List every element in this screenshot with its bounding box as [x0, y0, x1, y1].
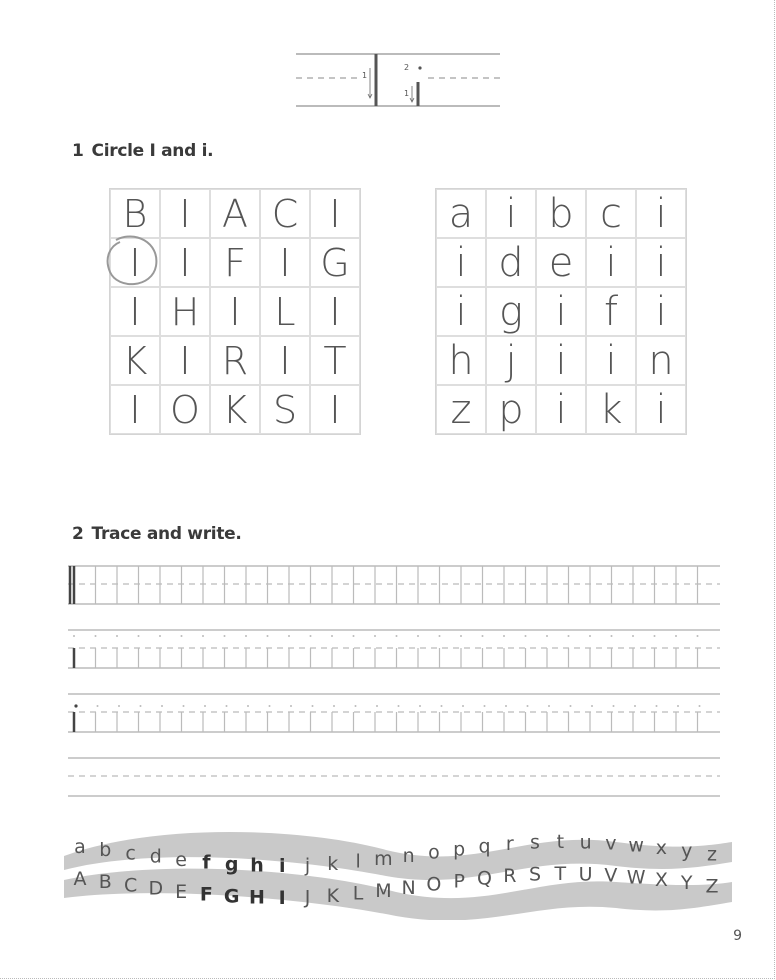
grid-cell[interactable]: i	[536, 336, 586, 385]
alphabet-letter: F	[199, 883, 213, 906]
lower-step-number-1: 1	[404, 89, 410, 98]
alphabet-letter: f	[202, 851, 211, 874]
alphabet-letter: X	[654, 869, 668, 891]
grid-cell[interactable]: F	[210, 238, 260, 287]
alphabet-letter: q	[478, 835, 491, 858]
grid-cell[interactable]: L	[260, 287, 310, 336]
alphabet-letter: h	[250, 854, 264, 877]
grid-cell[interactable]: I	[210, 287, 260, 336]
grid-cell[interactable]: I	[260, 238, 310, 287]
lowercase-letter-grid	[435, 188, 687, 435]
grid-cell[interactable]: K	[110, 336, 160, 385]
grid-cell[interactable]: g	[486, 287, 536, 336]
grid-cell[interactable]: i	[536, 385, 586, 434]
grid-cell[interactable]: a	[436, 189, 486, 238]
grid-cell[interactable]: i	[436, 238, 486, 287]
tracing-area	[68, 560, 728, 810]
alphabet-letter: x	[655, 837, 668, 859]
alphabet-letter: k	[327, 852, 339, 875]
alphabet-letter: m	[374, 847, 393, 870]
grid-cell[interactable]: B	[110, 189, 160, 238]
grid-cell[interactable]: I	[110, 385, 160, 434]
alphabet-letter: V	[604, 864, 618, 887]
alphabet-letter: C	[123, 874, 138, 897]
grid-cell[interactable]: T	[310, 336, 360, 385]
alphabet-letter: g	[224, 853, 239, 876]
grid-cell[interactable]: I	[310, 287, 360, 336]
alphabet-letter: R	[503, 865, 517, 888]
section-2-heading	[72, 524, 242, 544]
section-2-instruction: Trace and write.	[91, 524, 242, 544]
alphabet-letter: P	[453, 870, 465, 893]
stroke-order-demo	[290, 48, 505, 112]
alphabet-letter: b	[99, 839, 112, 862]
grid-cell[interactable]: d	[486, 238, 536, 287]
grid-cell[interactable]: i	[636, 287, 686, 336]
grid-cell[interactable]: i	[536, 287, 586, 336]
alphabet-letter: A	[73, 868, 87, 891]
grid-cell[interactable]: C	[260, 189, 310, 238]
grid-cell[interactable]: I	[310, 189, 360, 238]
grid-cell[interactable]: I	[310, 385, 360, 434]
grid-cell[interactable]: f	[586, 287, 636, 336]
grid-cell[interactable]: O	[160, 385, 210, 434]
alphabet-letter: c	[125, 842, 136, 865]
section-1-heading	[72, 141, 213, 161]
writing-row[interactable]	[68, 758, 720, 796]
alphabet-letter: G	[223, 885, 240, 908]
alphabet-letter: K	[326, 884, 340, 907]
alphabet-letter: v	[605, 832, 617, 855]
alphabet-letter: t	[556, 831, 565, 853]
alphabet-letter: B	[98, 871, 112, 894]
alphabet-strip	[56, 820, 740, 920]
alphabet-letter: s	[530, 831, 540, 854]
page-number: 9	[733, 928, 742, 944]
upper-step-number: 1	[362, 71, 368, 80]
grid-cell[interactable]: S	[260, 385, 310, 434]
alphabet-letter: S	[528, 863, 542, 886]
alphabet-letter: M	[375, 879, 392, 902]
alphabet-letter: p	[453, 838, 466, 861]
alphabet-letter: Z	[705, 875, 719, 898]
grid-cell[interactable]: I	[260, 336, 310, 385]
alphabet-letter: E	[175, 880, 188, 903]
grid-cell[interactable]: b	[536, 189, 586, 238]
alphabet-letter: y	[681, 840, 693, 863]
alphabet-letter: o	[428, 841, 440, 864]
alphabet-letter: W	[626, 866, 646, 889]
alphabet-letter: D	[148, 877, 164, 900]
alphabet-letter: U	[578, 863, 593, 886]
grid-cell[interactable]: i	[586, 336, 636, 385]
alphabet-letter: n	[402, 844, 415, 867]
grid-cell[interactable]: p	[486, 385, 536, 434]
alphabet-letter: Y	[680, 872, 693, 895]
alphabet-letter: I	[278, 887, 286, 909]
alphabet-letter: i	[278, 855, 286, 877]
alphabet-letter: j	[304, 854, 311, 877]
writing-row[interactable]	[68, 566, 720, 604]
section-1-instruction: Circle I and i.	[91, 141, 214, 161]
alphabet-letter: l	[355, 850, 361, 873]
alphabet-letter: H	[249, 886, 265, 909]
grid-cell[interactable]: I	[160, 336, 210, 385]
grid-cell[interactable]: i	[636, 189, 686, 238]
alphabet-letter: d	[149, 845, 162, 868]
alphabet-letter: r	[505, 833, 514, 856]
grid-cell[interactable]: I	[110, 287, 160, 336]
alphabet-letter: N	[401, 876, 416, 899]
alphabet-letter: L	[352, 882, 364, 905]
alphabet-letter: J	[304, 886, 311, 909]
alphabet-letter: z	[707, 843, 717, 866]
grid-cell[interactable]: i	[486, 189, 536, 238]
grid-cell[interactable]: h	[436, 336, 486, 385]
grid-cell[interactable]: I	[160, 189, 210, 238]
lower-step-number-2: 2	[404, 63, 410, 72]
grid-cell[interactable]: i	[636, 385, 686, 434]
section-2-number: 2	[72, 524, 84, 544]
grid-cell[interactable]: c	[586, 189, 636, 238]
grid-cell[interactable]: i	[636, 238, 686, 287]
grid-cell[interactable]: R	[210, 336, 260, 385]
grid-cell[interactable]: H	[160, 287, 210, 336]
uppercase-letter-grid	[109, 188, 361, 435]
grid-cell[interactable]: n	[636, 336, 686, 385]
alphabet-letter: T	[554, 863, 567, 885]
grid-cell[interactable]: K	[210, 385, 260, 434]
grid-cell[interactable]: z	[436, 385, 486, 434]
section-1-number: 1	[72, 141, 84, 161]
grid-cell[interactable]: I	[110, 238, 160, 287]
alphabet-letter: Q	[477, 867, 492, 890]
alphabet-letter: O	[426, 873, 442, 896]
grid-cell[interactable]: i	[436, 287, 486, 336]
grid-cell[interactable]: I	[160, 238, 210, 287]
grid-cell[interactable]: G	[310, 238, 360, 287]
grid-cell[interactable]: e	[536, 238, 586, 287]
grid-cell[interactable]: k	[586, 385, 636, 434]
alphabet-letter: u	[579, 831, 592, 854]
grid-cell[interactable]: A	[210, 189, 260, 238]
alphabet-letter: e	[175, 848, 187, 871]
grid-cell[interactable]: j	[486, 336, 536, 385]
grid-cell[interactable]: i	[586, 238, 636, 287]
example-circle	[100, 232, 164, 294]
alphabet-letter: a	[74, 836, 86, 859]
alphabet-letter: w	[628, 834, 644, 857]
writing-row[interactable]	[68, 630, 720, 668]
writing-row[interactable]	[68, 694, 720, 732]
